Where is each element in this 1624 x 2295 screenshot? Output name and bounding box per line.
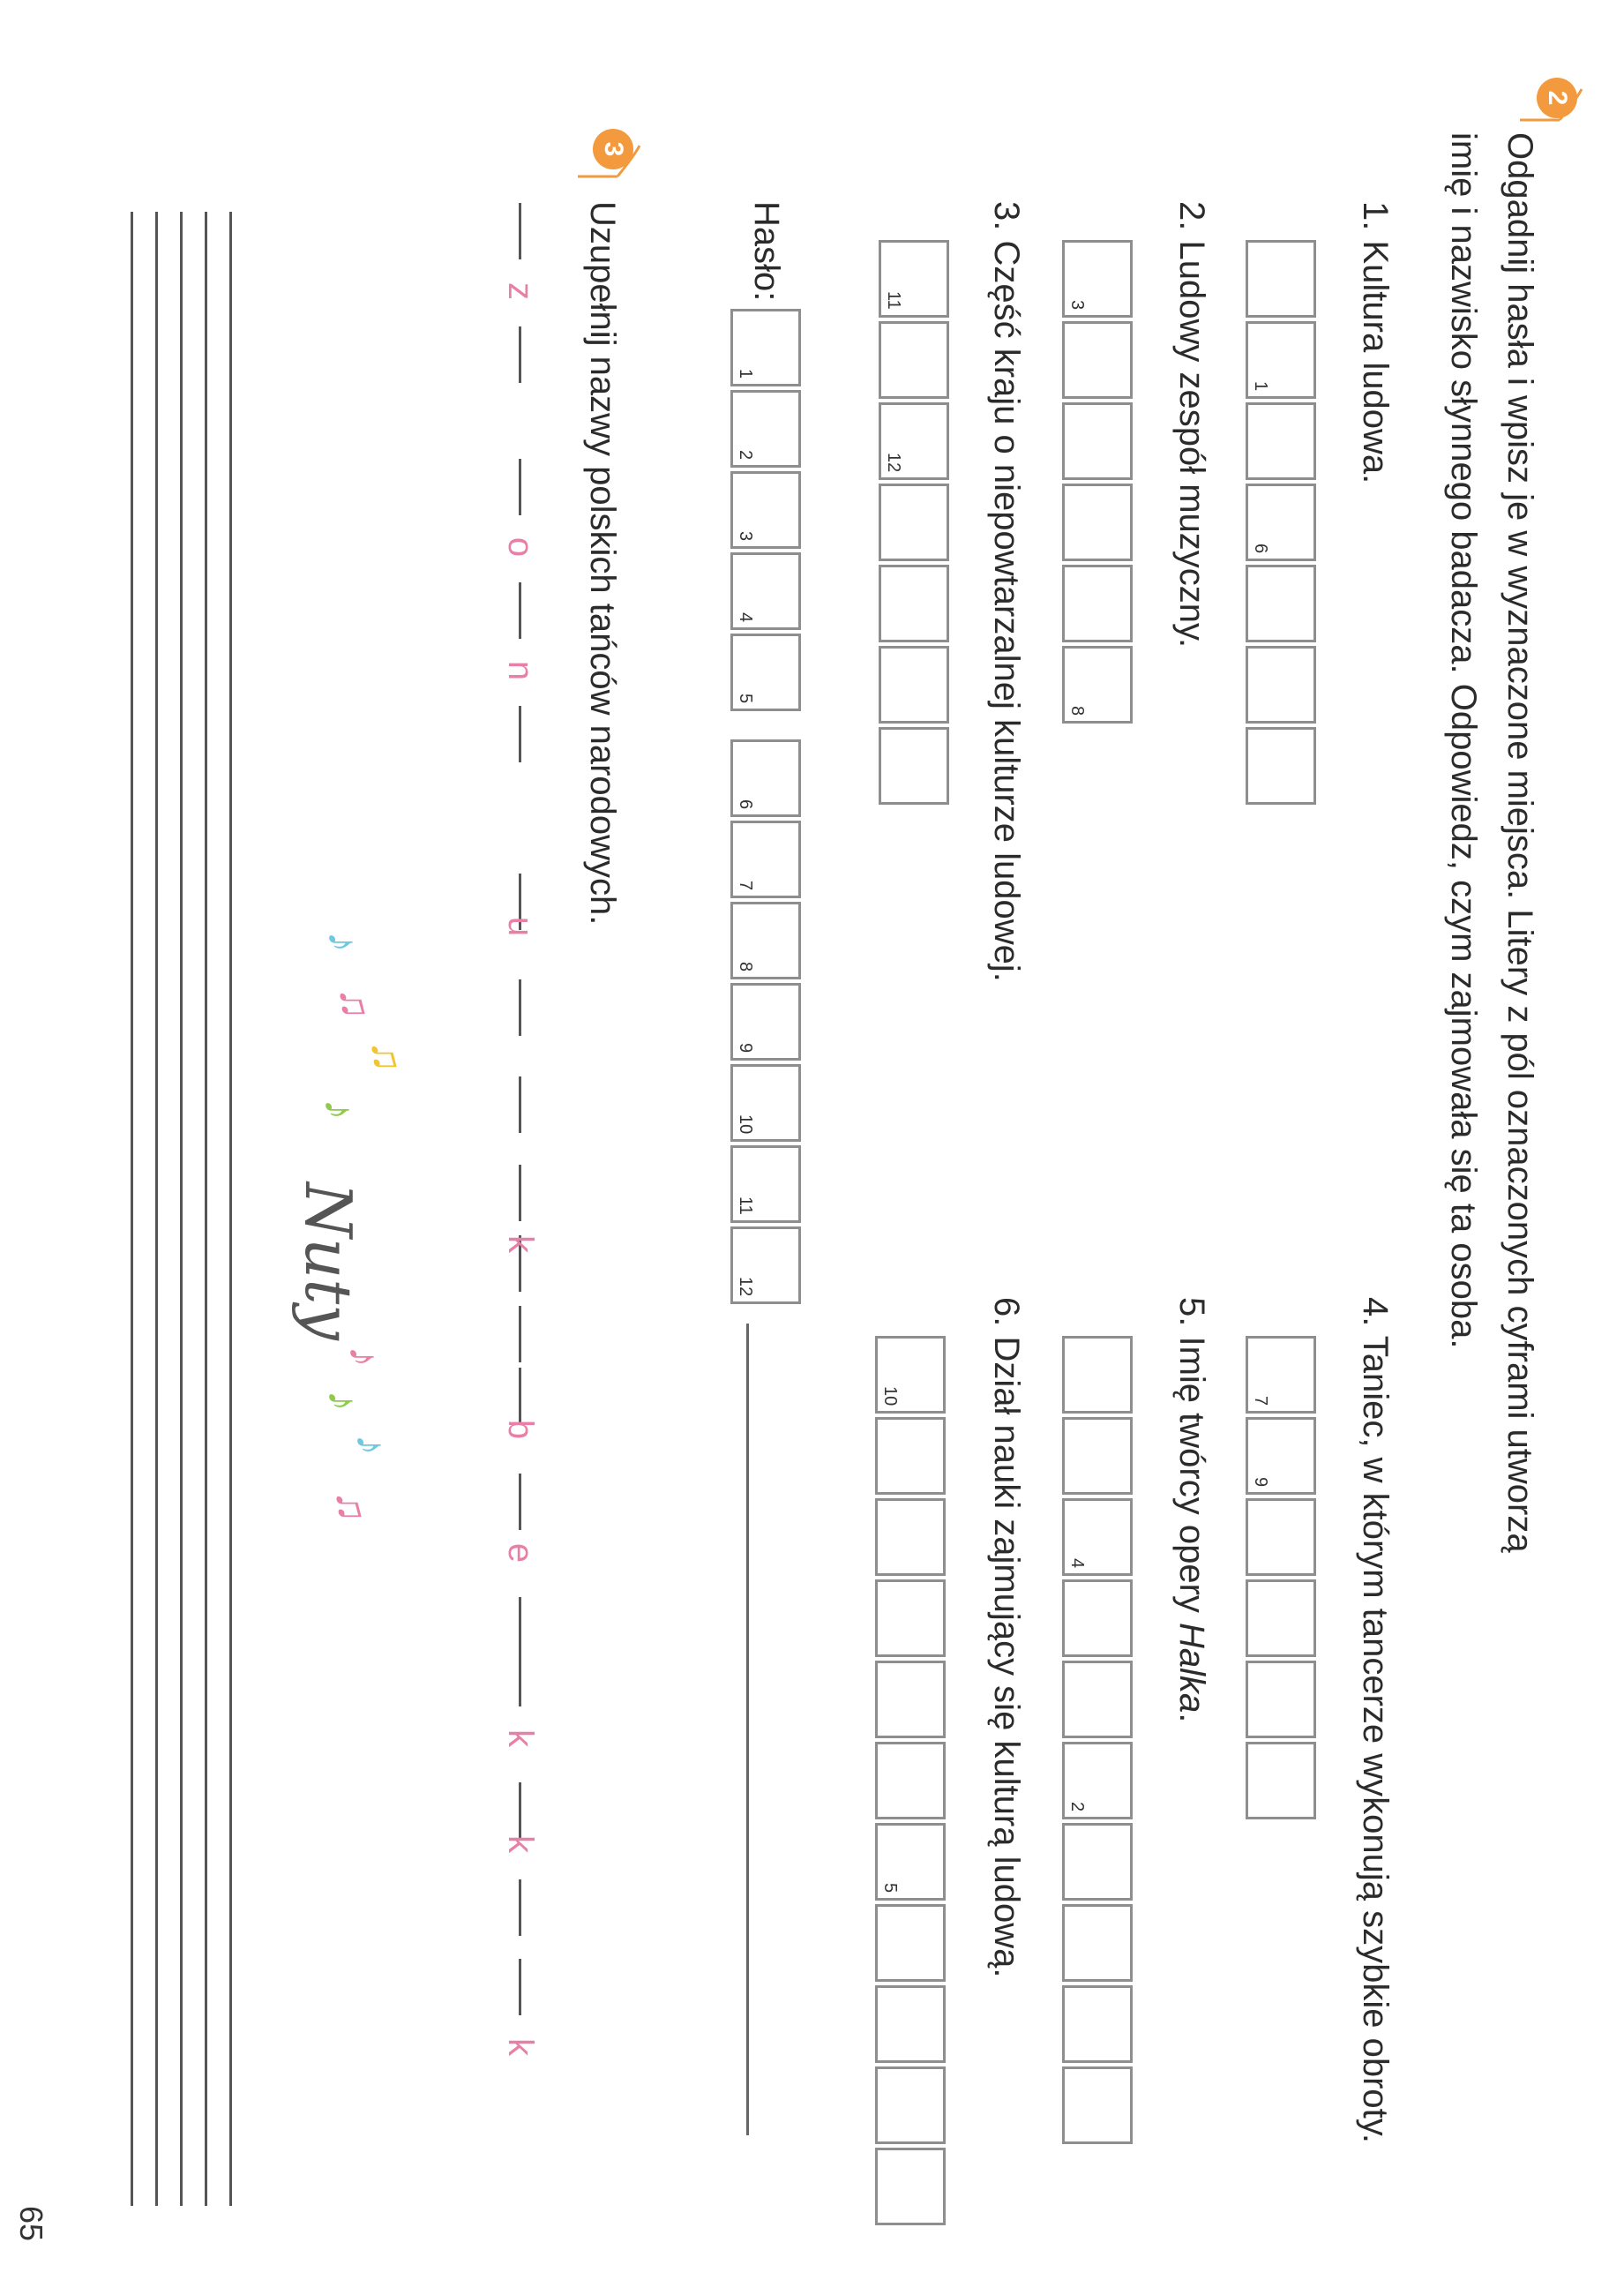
answer-box[interactable] <box>1246 727 1316 805</box>
answer-box[interactable] <box>1062 1336 1133 1414</box>
dance-letter: o <box>501 536 541 558</box>
music-note-icon <box>1515 85 1586 129</box>
dance-letter: n <box>501 660 541 681</box>
haslo-box[interactable]: 9 <box>730 983 801 1061</box>
dance-letter: k <box>501 1835 541 1853</box>
dance-letter: z <box>501 282 541 300</box>
answer-box[interactable] <box>1062 1661 1133 1738</box>
music-note-icon: ♫ <box>327 1490 375 1523</box>
haslo-box[interactable]: 6 <box>730 739 801 817</box>
answer-box[interactable] <box>1246 1579 1316 1657</box>
haslo-box[interactable]: 2 <box>730 390 801 468</box>
music-note-icon: ♪ <box>315 1099 363 1121</box>
dance-letter: k <box>501 1235 541 1253</box>
clue-5-title: Halka <box>1172 1623 1211 1714</box>
staff-line <box>180 212 183 2206</box>
nuty-label: Nuty <box>291 1182 365 1340</box>
clue-3-label: 3. Część kraju o niepowtarzalnej kulturze ludowej. <box>987 201 1026 982</box>
answer-box[interactable]: 7 <box>1246 1336 1316 1414</box>
haslo-box[interactable]: 1 <box>730 309 801 386</box>
answer-box[interactable] <box>879 565 949 642</box>
haslo-box[interactable]: 12 <box>730 1226 801 1304</box>
staff-line <box>155 212 158 2206</box>
answer-box[interactable] <box>1062 1823 1133 1901</box>
answer-box[interactable] <box>1062 2066 1133 2144</box>
music-note-icon: ♪ <box>318 931 366 953</box>
dance-letter: k <box>501 2038 541 2056</box>
music-note-icon <box>573 141 644 185</box>
answer-box[interactable] <box>1062 1985 1133 2063</box>
answer-box[interactable] <box>1062 565 1133 642</box>
answer-box[interactable] <box>1062 1904 1133 1982</box>
answer-box[interactable] <box>1062 1579 1133 1657</box>
answer-box[interactable] <box>879 646 949 724</box>
answer-box[interactable]: 11 <box>879 240 949 318</box>
staff-line <box>205 212 207 2206</box>
haslo-box[interactable]: 7 <box>730 821 801 898</box>
dance-letter: u <box>501 916 541 937</box>
haslo-box[interactable]: 5 <box>730 634 801 711</box>
answer-box[interactable] <box>1062 321 1133 399</box>
answer-box[interactable]: 10 <box>875 1336 946 1414</box>
answer-box[interactable] <box>875 2148 946 2225</box>
answer-box[interactable]: 3 <box>1062 240 1133 318</box>
answer-box[interactable] <box>1246 402 1316 480</box>
clue-6-label: 6. Dział nauki zajmujący się kulturą ludową. <box>987 1297 1026 1978</box>
haslo-answer-line[interactable] <box>746 1324 749 2135</box>
answer-box[interactable] <box>1062 1417 1133 1495</box>
answer-box[interactable] <box>879 727 949 805</box>
answer-box[interactable] <box>879 321 949 399</box>
answer-box[interactable] <box>1246 1661 1316 1738</box>
answer-box[interactable] <box>875 1985 946 2063</box>
clue-5-text: 5. Imię twórcy opery <box>1172 1297 1211 1613</box>
dance-letter: b <box>501 1419 541 1440</box>
answer-box[interactable]: 5 <box>875 1823 946 1901</box>
haslo-box[interactable]: 4 <box>730 552 801 630</box>
clue-1-label: 1. Kultura ludowa. <box>1356 201 1395 484</box>
exercise-2-instruction-line1: Odgadnij hasła i wpisz je w wyznaczone miejsca. Litery z pól oznaczonych cyframi utworzą <box>1501 132 1539 1553</box>
music-note-icon: ♪ <box>347 1434 394 1456</box>
answer-box[interactable] <box>875 1417 946 1495</box>
dance-fill-line[interactable] <box>494 203 547 2126</box>
answer-box[interactable]: 12 <box>879 402 949 480</box>
haslo-box[interactable]: 11 <box>730 1145 801 1223</box>
answer-box[interactable] <box>875 1742 946 1819</box>
answer-box[interactable]: 8 <box>1062 646 1133 724</box>
staff-line <box>229 212 232 2206</box>
answer-box[interactable] <box>1246 1498 1316 1576</box>
answer-box[interactable]: 1 <box>1246 321 1316 399</box>
answer-box[interactable] <box>1246 240 1316 318</box>
answer-box[interactable]: 2 <box>1062 1742 1133 1819</box>
clue-4-label: 4. Taniec, w którym tancerze wykonują szybkie obroty. <box>1356 1297 1395 2143</box>
answer-box[interactable] <box>875 2066 946 2144</box>
answer-box[interactable] <box>1062 402 1133 480</box>
answer-box[interactable] <box>1246 1742 1316 1819</box>
answer-box[interactable] <box>875 1579 946 1657</box>
music-note-icon: ♫ <box>331 987 378 1020</box>
answer-box[interactable] <box>1062 484 1133 561</box>
answer-box[interactable]: 4 <box>1062 1498 1133 1576</box>
exercise-3-instruction: Uzupełnij nazwy polskich tańców narodowych. <box>583 201 622 926</box>
answer-box[interactable] <box>875 1661 946 1738</box>
haslo-box[interactable]: 8 <box>730 902 801 979</box>
exercise-3-badge: 3 <box>593 129 633 169</box>
answer-box[interactable]: 9 <box>1246 1417 1316 1495</box>
page-number: 65 <box>13 2206 49 2242</box>
answer-box[interactable] <box>875 1904 946 1982</box>
clue-5-label: 5. Imię twórcy opery Halka. <box>1172 1297 1211 1723</box>
haslo-box[interactable]: 10 <box>730 1064 801 1142</box>
music-note-icon: ♪ <box>340 1346 387 1368</box>
dance-letter: k <box>501 1729 541 1747</box>
haslo-box[interactable]: 3 <box>730 471 801 549</box>
answer-box[interactable] <box>875 1498 946 1576</box>
music-note-icon: ♫ <box>363 1040 410 1073</box>
staff-line <box>131 212 133 2206</box>
answer-box[interactable]: 6 <box>1246 484 1316 561</box>
answer-box[interactable] <box>879 484 949 561</box>
haslo-label: Hasło: <box>747 201 786 302</box>
exercise-2-badge: 2 <box>1537 78 1577 118</box>
music-note-icon: ♪ <box>318 1390 366 1412</box>
dance-letter: e <box>501 1542 541 1564</box>
clue-2-label: 2. Ludowy zespół muzyczny. <box>1172 201 1211 649</box>
exercise-2-instruction-line2: imię i nazwisko słynnego badacza. Odpowiedz, czym zajmowała się ta osoba. <box>1444 132 1483 1349</box>
answer-box[interactable] <box>1246 646 1316 724</box>
answer-box[interactable] <box>1246 565 1316 642</box>
